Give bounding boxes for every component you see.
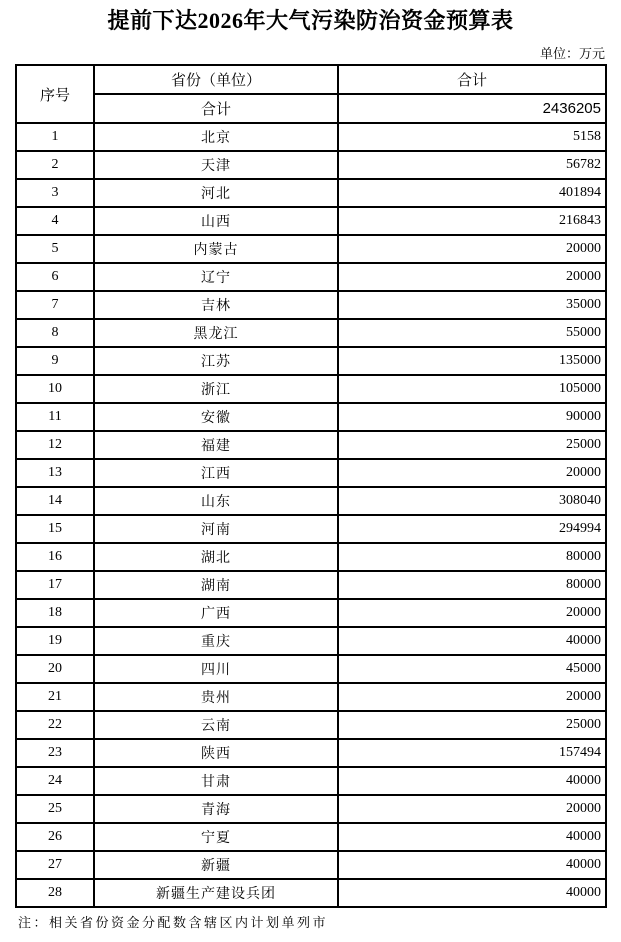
header-index: 序号 <box>16 65 94 123</box>
row-value-cell: 25000 <box>338 431 606 459</box>
table-row <box>16 795 606 823</box>
row-province-cell: 黑龙江 <box>94 319 338 347</box>
table-row <box>16 263 606 291</box>
row-index-cell: 20 <box>16 655 94 683</box>
row-value-cell: 401894 <box>338 179 606 207</box>
summary-label: 合计 <box>94 94 338 123</box>
header-row-2-summary <box>16 94 606 123</box>
row-province-cell: 河南 <box>94 515 338 543</box>
row-province-cell: 新疆 <box>94 851 338 879</box>
row-index-cell: 3 <box>16 179 94 207</box>
row-province-cell: 广西 <box>94 599 338 627</box>
row-province-cell: 宁夏 <box>94 823 338 851</box>
table-row <box>16 739 606 767</box>
row-province-cell: 贵州 <box>94 683 338 711</box>
row-province-cell: 甘肃 <box>94 767 338 795</box>
table-row <box>16 431 606 459</box>
row-value-cell: 80000 <box>338 543 606 571</box>
table-row <box>16 403 606 431</box>
table-row <box>16 767 606 795</box>
summary-total-value: 2436205 <box>338 94 606 123</box>
row-index-cell: 26 <box>16 823 94 851</box>
row-province-cell: 福建 <box>94 431 338 459</box>
row-index-cell: 24 <box>16 767 94 795</box>
row-value-cell: 294994 <box>338 515 606 543</box>
row-province-cell: 新疆生产建设兵团 <box>94 879 338 907</box>
unit-label: 单位：万元 <box>539 46 605 61</box>
row-value-cell: 20000 <box>338 795 606 823</box>
table-row <box>16 571 606 599</box>
table-row <box>16 851 606 879</box>
row-index-cell: 17 <box>16 571 94 599</box>
row-index-cell: 14 <box>16 487 94 515</box>
row-value-cell: 25000 <box>338 711 606 739</box>
table-row <box>16 179 606 207</box>
row-value-cell: 55000 <box>338 319 606 347</box>
table-row <box>16 487 606 515</box>
table-body <box>16 123 606 907</box>
table-row <box>16 655 606 683</box>
row-index-cell: 28 <box>16 879 94 907</box>
row-province-cell: 江苏 <box>94 347 338 375</box>
row-index-cell: 9 <box>16 347 94 375</box>
row-province-cell: 湖南 <box>94 571 338 599</box>
row-value-cell: 308040 <box>338 487 606 515</box>
row-value-cell: 216843 <box>338 207 606 235</box>
table-row <box>16 515 606 543</box>
row-index-cell: 18 <box>16 599 94 627</box>
row-index-cell: 13 <box>16 459 94 487</box>
table-row <box>16 151 606 179</box>
row-value-cell: 20000 <box>338 683 606 711</box>
table-row <box>16 683 606 711</box>
table-row <box>16 711 606 739</box>
row-index-cell: 7 <box>16 291 94 319</box>
table-row <box>16 823 606 851</box>
row-index-cell: 15 <box>16 515 94 543</box>
page-title: 提前下达2026年大气污染防治资金预算表 <box>107 8 514 33</box>
row-index-cell: 21 <box>16 683 94 711</box>
row-index-cell: 4 <box>16 207 94 235</box>
table-row <box>16 207 606 235</box>
row-index-cell: 12 <box>16 431 94 459</box>
row-province-cell: 青海 <box>94 795 338 823</box>
row-index-cell: 19 <box>16 627 94 655</box>
row-index-cell: 5 <box>16 235 94 263</box>
row-value-cell: 20000 <box>338 263 606 291</box>
row-index-cell: 1 <box>16 123 94 151</box>
table-row <box>16 627 606 655</box>
row-value-cell: 20000 <box>338 599 606 627</box>
row-value-cell: 35000 <box>338 291 606 319</box>
row-index-cell: 22 <box>16 711 94 739</box>
row-index-cell: 2 <box>16 151 94 179</box>
row-value-cell: 105000 <box>338 375 606 403</box>
row-province-cell: 安徽 <box>94 403 338 431</box>
row-province-cell: 天津 <box>94 151 338 179</box>
row-index-cell: 11 <box>16 403 94 431</box>
row-value-cell: 56782 <box>338 151 606 179</box>
row-value-cell: 80000 <box>338 571 606 599</box>
table-row <box>16 543 606 571</box>
header-province: 省份（单位） <box>94 65 338 94</box>
row-value-cell: 40000 <box>338 767 606 795</box>
row-province-cell: 云南 <box>94 711 338 739</box>
header-row-1 <box>16 65 606 94</box>
row-province-cell: 河北 <box>94 179 338 207</box>
row-value-cell: 40000 <box>338 851 606 879</box>
row-value-cell: 40000 <box>338 879 606 907</box>
row-province-cell: 江西 <box>94 459 338 487</box>
row-index-cell: 25 <box>16 795 94 823</box>
header-total: 合计 <box>338 65 606 94</box>
row-province-cell: 重庆 <box>94 627 338 655</box>
table-row <box>16 879 606 907</box>
table-row <box>16 291 606 319</box>
row-index-cell: 8 <box>16 319 94 347</box>
table-row <box>16 319 606 347</box>
row-province-cell: 四川 <box>94 655 338 683</box>
row-index-cell: 10 <box>16 375 94 403</box>
row-value-cell: 5158 <box>338 123 606 151</box>
table-row <box>16 459 606 487</box>
row-value-cell: 20000 <box>338 235 606 263</box>
row-value-cell: 40000 <box>338 627 606 655</box>
row-province-cell: 山西 <box>94 207 338 235</box>
row-value-cell: 40000 <box>338 823 606 851</box>
row-province-cell: 辽宁 <box>94 263 338 291</box>
row-index-cell: 27 <box>16 851 94 879</box>
row-value-cell: 135000 <box>338 347 606 375</box>
row-index-cell: 6 <box>16 263 94 291</box>
row-province-cell: 陕西 <box>94 739 338 767</box>
row-province-cell: 山东 <box>94 487 338 515</box>
table-row <box>16 375 606 403</box>
table-row <box>16 123 606 151</box>
row-index-cell: 16 <box>16 543 94 571</box>
table-row <box>16 235 606 263</box>
row-value-cell: 45000 <box>338 655 606 683</box>
row-province-cell: 湖北 <box>94 543 338 571</box>
footnote: 注：相关省份资金分配数含辖区内计划单列市 <box>18 915 329 930</box>
row-province-cell: 吉林 <box>94 291 338 319</box>
row-province-cell: 内蒙古 <box>94 235 338 263</box>
row-index-cell: 23 <box>16 739 94 767</box>
row-province-cell: 浙江 <box>94 375 338 403</box>
row-province-cell: 北京 <box>94 123 338 151</box>
budget-table <box>15 64 607 908</box>
row-value-cell: 20000 <box>338 459 606 487</box>
table-row <box>16 599 606 627</box>
row-value-cell: 90000 <box>338 403 606 431</box>
row-value-cell: 157494 <box>338 739 606 767</box>
table-row <box>16 347 606 375</box>
table-header <box>16 65 606 123</box>
